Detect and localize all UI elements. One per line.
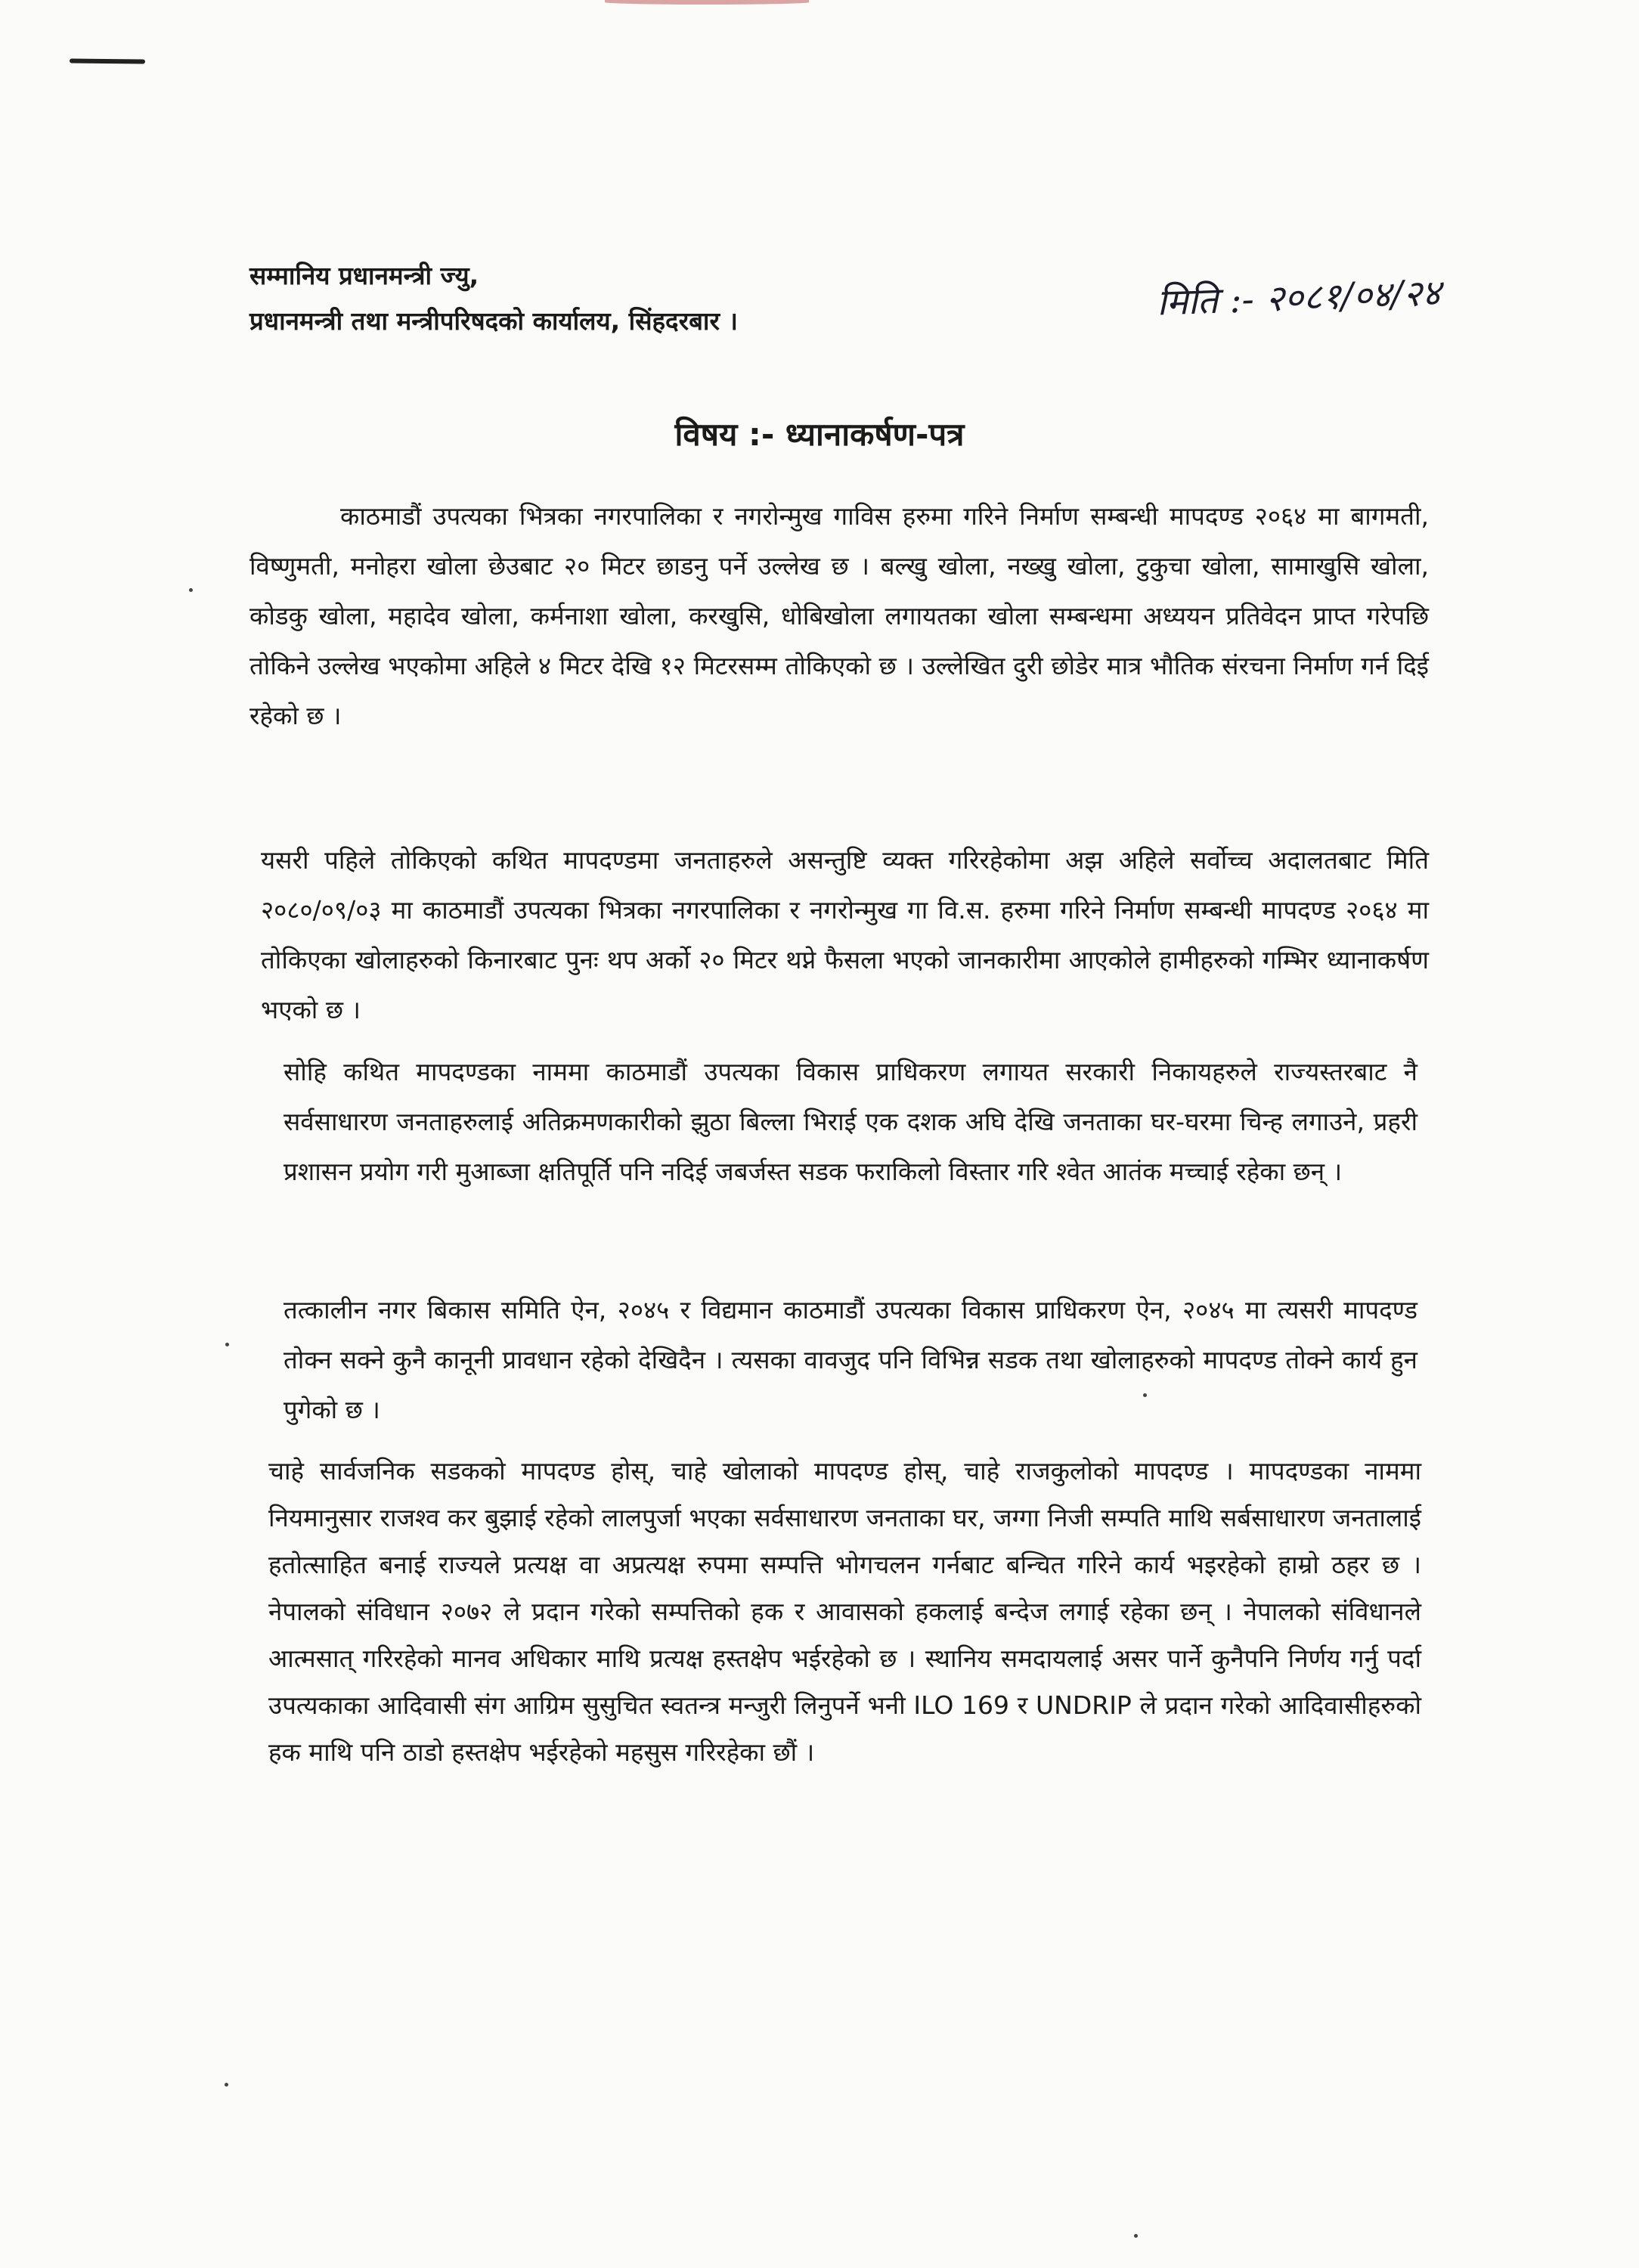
subject-heading: विषय :- ध्यानाकर्षण-पत्र	[674, 416, 965, 453]
paper-speck	[1134, 2234, 1138, 2238]
paragraph-3: सोहि कथित मापदण्डका नाममा काठमाडौं उपत्यका विकास प्राधिकरण लगायत सरकारी निकायहरुले राज्यस्तरबाट नै सर्वसाधारण जनताहरुलाई अतिक्रमणकारीको झुठा बिल्ला भिराई एक दशक अघि देखि जनताका घर-घरमा चिन्ह लगाउने, प्रहरी प्रशासन प्रयोग गरी मुआब्जा क्षतिपूर्ति पनि नदिई जबर्जस्त सडक फराकिलो विस्तार गरि श्वेत आतंक मच्चाई रहेका छन् ।	[283, 1057, 1417, 1186]
paper-speck	[225, 1343, 229, 1346]
paper-speck	[1143, 1393, 1147, 1397]
pen-stroke-mark	[70, 58, 145, 64]
paragraph-1: काठमाडौं उपत्यका भित्रका नगरपालिका र नगरोन्मुख गाविस हरुमा गरिने निर्माण सम्बन्धी मापदण्ड २०६४ मा बागमती, विष्णुमती, मनोहरा खोला छेउबाट २० मिटर छाडनु पर्ने उल्लेख छ । बल्खु खोला, नख्खु खोला, टुकुचा खोला, सामाखुसि खोला, कोडकु खोला, महादेव खोला, कर्मनाशा खोला, करखुसि, धोबिखोला लगायतका खोला सम्बन्धमा अध्ययन प्रतिवेदन प्राप्त गरेपछि तोकिने उल्लेख भएकोमा अहिले ४ मिटर देखि १२ मिटरसम्म तोकिएको छ । उल्लेखित दुरी छोडेर मात्र भौतिक संरचना निर्माण गर्न दिई रहेको छ ।	[249, 501, 1429, 730]
top-edge-mark	[605, 0, 809, 5]
addressee-line-1: सम्मानिय प्रधानमन्त्री ज्यु,	[249, 261, 479, 290]
paper-speck	[225, 2083, 228, 2087]
paragraph-4: तत्कालीन नगर बिकास समिति ऐन, २०४५ र विद्यमान काठमाडौं उपत्यका विकास प्राधिकरण ऐन, २०४५ मा त्यसरी मापदण्ड तोक्न सक्ने कुनै कानूनी प्रावधान रहेको देखिदैन । त्यसका वावजुद पनि विभिन्न सडक तथा खोलाहरुको मापदण्ड तोक्ने कार्य हुन पुगेको छ ।	[283, 1295, 1417, 1424]
paragraph-2: यसरी पहिले तोकिएको कथित मापदण्डमा जनताहरुले असन्तुष्टि व्यक्त गरिरहेकोमा अझ अहिले सर्वोच्च अदालतबाट मिति २०८०/०९/०३ मा काठमाडौं उपत्यका भित्रका नगरपालिका र नगरोन्मुख गा वि.स. हरुमा गरिने निर्माण सम्बन्धी मापदण्ड २०६४ मा तोकिएका खोलाहरुको किनारबाट पुनः थप अर्को २० मिटर थप्ने फैसला भएको जानकारीमा आएकोले हामीहरुको गम्भिर ध्यानाकर्षण भएको छ ।	[261, 845, 1429, 1024]
addressee-block	[249, 253, 738, 344]
handwritten-date: मिति :- २०८१/०४/२४	[1156, 271, 1442, 324]
addressee-line-2: प्रधानमन्त्री तथा मन्त्रीपरिषदको कार्यालय, सिंहदरबार ।	[249, 306, 738, 336]
paper-speck	[189, 588, 193, 592]
paragraph-5: चाहे सार्वजनिक सडकको मापदण्ड होस्, चाहे खोलाको मापदण्ड होस्, चाहे राजकुलोको मापदण्ड । मापदण्डका नाममा नियमानुसार राजश्व कर बुझाई रहेको लालपुर्जा भएका सर्वसाधारण जनताका घर, जग्गा निजी सम्पति माथि सर्बसाधारण जनतालाई हतोत्साहित बनाई राज्यले प्रत्यक्ष वा अप्रत्यक्ष रुपमा सम्पत्ति भोगचलन गर्नबाट बन्चित गरिने कार्य भइरहेको हाम्रो ठहर छ । नेपालको संविधान २०७२ ले प्रदान गरेको सम्पत्तिको हक र आवासको हकलाई बन्देज लगाई रहेका छन् । नेपालको संविधानले आत्मसात् गरिरहेको मानव अधिकार माथि प्रत्यक्ष हस्तक्षेप भईरहेको छ । स्थानिय समदायलाई असर पार्ने कुनैपनि निर्णय गर्नु पर्दा उपत्यकाका आदिवासी संग आग्रिम सुसुचित स्वतन्त्र मन्जुरी लिनुपर्ने भनी ILO 169 र UNDRIP ले प्रदान गरेको आदिवासीहरुको हक माथि पनि ठाडो हस्तक्षेप भईरहेको महसुस गरिरहेका छौं ।	[268, 1456, 1421, 1767]
